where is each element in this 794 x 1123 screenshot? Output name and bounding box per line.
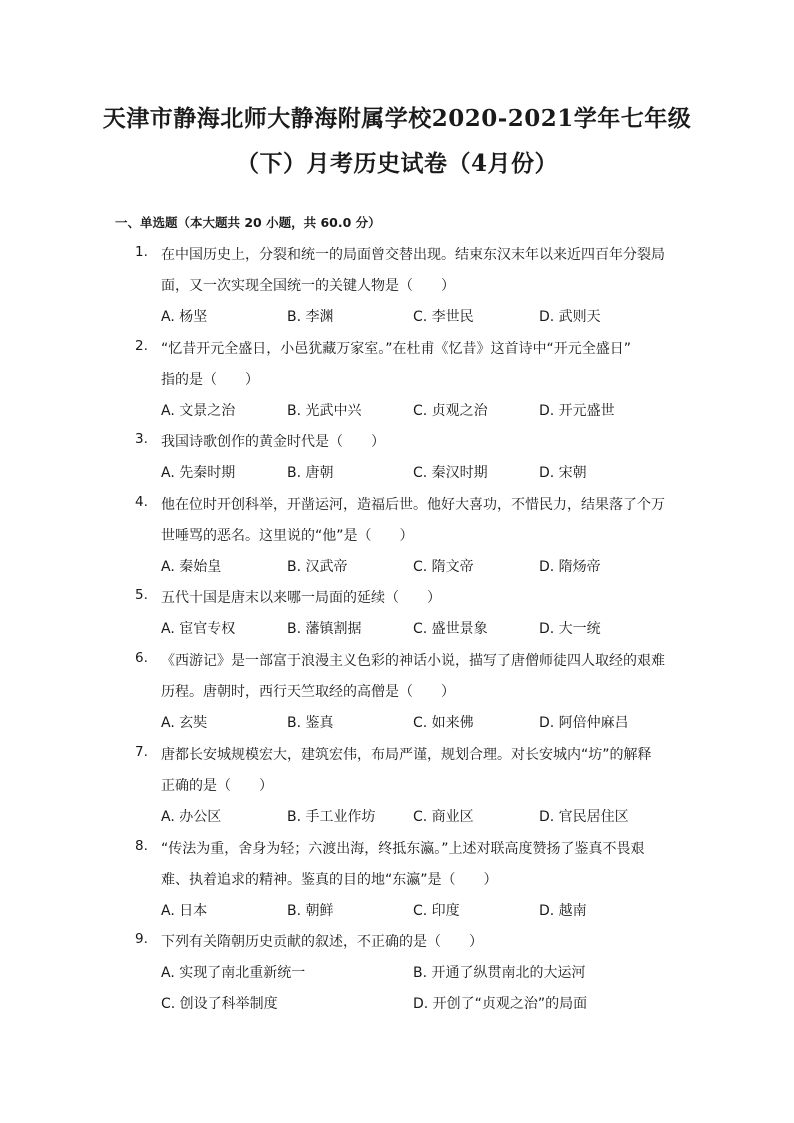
option-a: A. 实现了南北重新统一 xyxy=(161,965,306,981)
option-c: C. 创设了科举制度 xyxy=(161,996,278,1012)
option-b: B. 鉴真 xyxy=(287,715,334,731)
option-d: D. 宋朝 xyxy=(539,465,587,481)
option-a: A. 先秦时期 xyxy=(161,465,236,481)
option-d: D. 开创了“贞观之治”的局面 xyxy=(413,996,588,1012)
question-text: 《西游记》是一部富于浪漫主义色彩的神话小说，描写了唐僧师徒四人取经的艰难 xyxy=(161,653,665,669)
option-b: B. 朝鲜 xyxy=(287,903,334,919)
question-number: 1. xyxy=(135,244,148,260)
question-text: 五代十国是唐末以来哪一局面的延续（ ） xyxy=(161,590,441,606)
option-a: A. 玄奘 xyxy=(161,715,208,731)
option-d: D. 大一统 xyxy=(539,621,601,637)
option-b: B. 开通了纵贯南北的大运河 xyxy=(413,965,586,981)
option-b: B. 唐朝 xyxy=(287,465,334,481)
option-c: C. 印度 xyxy=(413,903,460,919)
question-number: 6. xyxy=(135,650,148,666)
option-b: B. 藩镇割据 xyxy=(287,621,362,637)
question-text: 下列有关隋朝历史贡献的叙述，不正确的是（ ） xyxy=(161,934,483,950)
question-text: 历程。唐朝时，西行天竺取经的高僧是（ ） xyxy=(161,684,455,700)
question-text: 难、执着追求的精神。鉴真的目的地“东瀛”是（ ） xyxy=(161,872,498,888)
question-number: 4. xyxy=(135,494,148,510)
option-a: A. 办公区 xyxy=(161,809,222,825)
question-number: 7. xyxy=(135,744,148,760)
question-number: 3. xyxy=(135,431,148,447)
question-text: 我国诗歌创作的黄金时代是（ ） xyxy=(161,434,385,450)
option-b: B. 李渊 xyxy=(287,309,334,325)
question-number: 8. xyxy=(135,838,148,854)
section-heading: 一、单选题（本大题共 20 小题，共 60.0 分） xyxy=(115,215,381,230)
question-text: “忆昔开元全盛日，小邑犹藏万家室。”在杜甫《忆昔》这首诗中“开元全盛日” xyxy=(161,341,632,357)
question-text: 指的是（ ） xyxy=(161,372,259,388)
option-d: D. 越南 xyxy=(539,903,587,919)
option-a: A. 日本 xyxy=(161,903,208,919)
option-d: D. 隋炀帝 xyxy=(539,559,601,575)
question-number: 2. xyxy=(135,338,148,354)
question-text: 唐都长安城规模宏大，建筑宏伟，布局严谨，规划合理。对长安城内“坊”的解释 xyxy=(161,747,652,763)
option-a: A. 秦始皇 xyxy=(161,559,222,575)
option-a: A. 宦官专权 xyxy=(161,621,236,637)
option-c: C. 如来佛 xyxy=(413,715,474,731)
option-c: C. 隋文帝 xyxy=(413,559,474,575)
option-c: C. 贞观之治 xyxy=(413,403,488,419)
option-d: D. 官民居住区 xyxy=(539,809,629,825)
option-a: A. 杨坚 xyxy=(161,309,208,325)
question-text: 正确的是（ ） xyxy=(161,778,273,794)
option-d: D. 开元盛世 xyxy=(539,403,615,419)
exam-title-line-2: （下）月考历史试卷（4月份） xyxy=(235,150,558,177)
option-a: A. 文景之治 xyxy=(161,403,236,419)
question-text: 在中国历史上，分裂和统一的局面曾交替出现。结束东汉末年以来近四百年分裂局 xyxy=(161,247,665,263)
option-b: B. 光武中兴 xyxy=(287,403,362,419)
question-text: 面，又一次实现全国统一的关键人物是（ ） xyxy=(161,278,455,294)
option-d: D. 阿倍仲麻吕 xyxy=(539,715,629,731)
option-c: C. 李世民 xyxy=(413,309,474,325)
question-number: 9. xyxy=(135,931,148,947)
question-number: 5. xyxy=(135,587,148,603)
option-b: B. 汉武帝 xyxy=(287,559,348,575)
question-text: 世唾骂的恶名。这里说的“他”是（ ） xyxy=(161,528,414,544)
option-c: C. 秦汉时期 xyxy=(413,465,488,481)
question-text: “传法为重，舍身为轻；六渡出海，终抵东瀛。”上述对联高度赞扬了鉴真不畏艰 xyxy=(161,841,645,857)
option-c: C. 盛世景象 xyxy=(413,621,488,637)
option-d: D. 武则天 xyxy=(539,309,601,325)
question-text: 他在位时开创科举，开凿运河，造福后世。他好大喜功，不惜民力，结果落了个万 xyxy=(161,497,665,513)
option-b: B. 手工业作坊 xyxy=(287,809,376,825)
exam-title-line-1: 天津市静海北师大静海附属学校2020-2021学年七年级 xyxy=(102,105,692,132)
option-c: C. 商业区 xyxy=(413,809,474,825)
